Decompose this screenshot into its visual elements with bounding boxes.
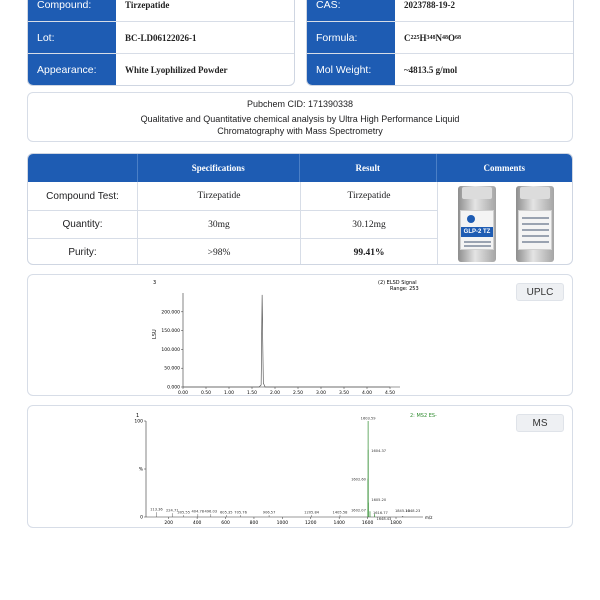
- spec-table-body: [28, 182, 437, 265]
- ms-peak-label: 1205.84: [304, 510, 320, 515]
- ms-peak-label: 1648.43: [376, 517, 392, 522]
- cas-label: CAS:: [307, 0, 395, 21]
- test-name: Quantity:: [62, 219, 103, 230]
- pubchem-cid: Pubchem CID: 171390338: [246, 99, 354, 109]
- formula-n: N: [435, 32, 443, 43]
- formula-c-count: 225: [410, 34, 420, 41]
- vial-photo-front: [458, 186, 496, 262]
- ms-ytick-label: 0: [140, 515, 143, 521]
- result-value: Tirzepatide: [300, 182, 437, 210]
- uplc-xtick-label: 4.00: [361, 391, 373, 396]
- ms-spectrum: [27, 405, 573, 528]
- ms-peak-label: 1602.60: [351, 477, 366, 482]
- ms-xtick-label: 1400: [333, 521, 345, 526]
- ms-trace-label: 2: MS2 ES-: [410, 413, 437, 419]
- info-row-mol-weight: [307, 53, 573, 85]
- uplc-ytick-label: 150.000: [161, 329, 180, 335]
- ms-peak-label: 1845.10: [394, 509, 410, 513]
- specification-table: [27, 153, 573, 265]
- comments-cell: [437, 182, 573, 265]
- ms-peak-label: 1605.20: [371, 498, 387, 503]
- info-row-lot: [28, 21, 294, 53]
- ms-xtick-label: 400: [192, 521, 202, 526]
- header-specifications: Specifications: [137, 154, 299, 182]
- ms-corner: 1: [136, 413, 140, 419]
- uplc-ytick-label: 200.000: [161, 310, 180, 316]
- spec-value: >98%: [137, 239, 300, 265]
- result-value: 99.41%: [300, 239, 437, 265]
- ms-xtick-label: 1800: [390, 521, 402, 526]
- uplc-ytick-label: 0.000: [167, 385, 180, 391]
- ms-peak-label: 1616.77: [372, 511, 388, 516]
- info-row-appearance: [28, 53, 294, 85]
- uplc-xtick-label: 1.00: [223, 391, 235, 396]
- analysis-description-line2: Chromatography with Mass Spectrometry: [217, 126, 383, 136]
- compound-label: Compound:: [28, 0, 116, 21]
- ms-xtick-label: 1000: [276, 521, 289, 526]
- uplc-ylabel: LSU: [152, 329, 158, 339]
- uplc-xtick-label: 0.50: [200, 391, 212, 396]
- uplc-range: Range: 253: [390, 286, 419, 292]
- result-value: 30.12mg: [300, 211, 437, 238]
- uplc-ytick-label: 100.000: [161, 347, 180, 353]
- uplc-xtick-label: 1.50: [246, 391, 258, 396]
- spec-table-header: [28, 154, 572, 182]
- formula-h: H: [419, 32, 427, 43]
- uplc-trace: [183, 295, 390, 387]
- mol-weight-label: Mol Weight:: [307, 54, 395, 85]
- uplc-xtick-label: 4.50: [384, 391, 396, 396]
- ms-peak-label: 906.57: [262, 510, 276, 515]
- formula-o: O: [448, 32, 456, 43]
- formula-o-count: 68: [455, 34, 462, 41]
- vial-label-text: GLP-2 TZ: [461, 227, 493, 237]
- ms-plot: [28, 406, 574, 529]
- ms-peak-label: 1848.23: [405, 509, 421, 513]
- uplc-plot: [28, 275, 574, 397]
- uplc-xtick-label: 2.50: [292, 391, 304, 396]
- spec-value: Tirzepatide: [137, 182, 300, 210]
- header-comments: Comments: [436, 154, 573, 182]
- mol-weight-value: ~4813.5 g/mol: [404, 64, 458, 75]
- info-row-cas: [307, 0, 573, 21]
- chemical-info-table: [306, 0, 574, 86]
- pubchem-box: [27, 92, 573, 142]
- table-row: [28, 238, 437, 265]
- header-result: Result: [299, 154, 436, 182]
- vial-photo-back: [516, 186, 554, 262]
- uplc-xtick-label: 3.00: [315, 391, 327, 396]
- spec-value: 30mg: [137, 211, 300, 238]
- analysis-description-line1: Qualitative and Quantitative chemical analysis by Ultra High Performance Liquid: [140, 114, 460, 124]
- ms-xtick-label: 1200: [305, 521, 317, 526]
- formula-label: Formula:: [307, 22, 395, 53]
- formula-c: C: [404, 32, 411, 43]
- uplc-corner: 3: [153, 280, 157, 286]
- ms-peak-label: 113.36: [150, 507, 163, 512]
- ms-peak-label: 705.76: [234, 510, 247, 515]
- uplc-signal: (2) ELSD Signal: [378, 280, 417, 286]
- ms-xtick-label: 600: [221, 521, 230, 526]
- header-blank: [28, 154, 137, 182]
- formula-value: [395, 22, 573, 53]
- ms-xtick-label: 800: [249, 521, 259, 526]
- ms-ytick-label: %: [138, 467, 143, 473]
- ms-peak-label: 605.35: [220, 510, 233, 515]
- compound-value: Tirzepatide: [125, 0, 170, 10]
- ms-tag: MS: [516, 414, 564, 432]
- uplc-xtick-label: 3.50: [338, 391, 350, 396]
- uplc-xtick-label: 2.00: [269, 391, 281, 396]
- ms-peak-label: 224.71: [165, 508, 179, 513]
- lot-value: BC-LD06122026-1: [125, 32, 197, 43]
- test-name: Purity:: [68, 247, 97, 258]
- uplc-xtick-label: 0.00: [177, 391, 189, 396]
- info-row-formula: [307, 21, 573, 53]
- ms-peak-label: 496.03: [204, 509, 218, 514]
- ms-peak-label: 404.78: [191, 509, 205, 514]
- product-info-table: [27, 0, 295, 86]
- appearance-label: Appearance:: [28, 54, 116, 85]
- test-name: Compound Test:: [46, 190, 119, 202]
- info-row-compound: [28, 0, 294, 21]
- ms-peak-label: 1603.59: [360, 416, 376, 421]
- ms-xunit: m/z: [425, 515, 433, 520]
- ms-ytick-label: 100: [134, 419, 143, 425]
- uplc-ytick-label: 50.000: [164, 366, 180, 372]
- lot-label: Lot:: [28, 22, 116, 53]
- ms-xtick-label: 1600: [361, 521, 374, 526]
- ms-xtick-label: 200: [164, 521, 174, 526]
- uplc-tag: UPLC: [516, 283, 564, 301]
- table-row: [28, 210, 437, 238]
- appearance-value: White Lyophilized Powder: [125, 64, 228, 75]
- ms-peak-label: 1604.37: [371, 448, 387, 453]
- cas-value: 2023788-19-2: [404, 0, 455, 10]
- table-row: [28, 182, 437, 210]
- formula-h-count: 348: [426, 34, 436, 41]
- formula-n-count: 48: [442, 34, 449, 41]
- ms-peak-label: 1602.07: [351, 508, 366, 513]
- ms-peak-label: 305.55: [177, 510, 191, 515]
- ms-peak-label: 1405.58: [332, 510, 348, 515]
- uplc-chromatogram: [27, 274, 573, 396]
